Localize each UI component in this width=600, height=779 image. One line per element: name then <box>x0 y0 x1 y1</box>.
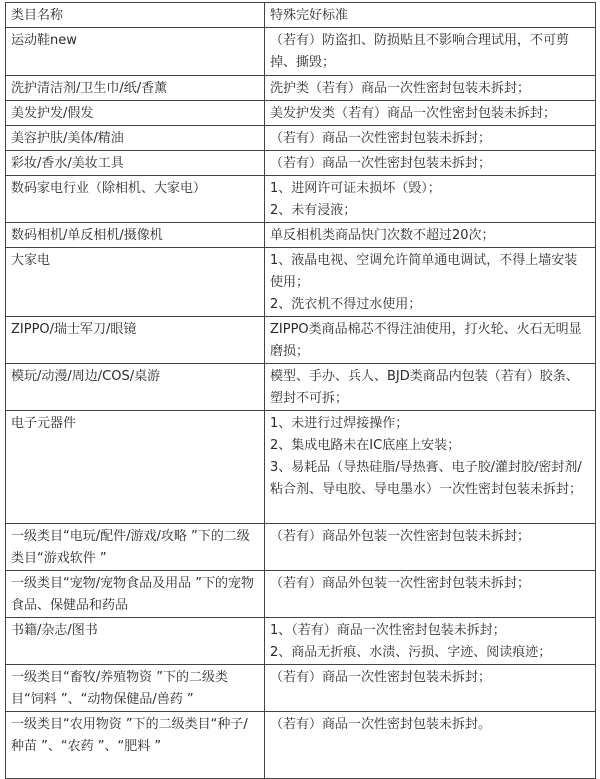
table-row <box>6 176 596 223</box>
standard-line: （若有）商品一次性密封包装未拆封。 <box>270 717 492 732</box>
standards-table <box>5 2 596 779</box>
table-body <box>6 28 596 779</box>
standard-cell <box>265 176 596 223</box>
table-row <box>6 665 596 712</box>
table-row <box>6 223 596 248</box>
standard-line: （若有）防盗扣、防损贴且不影响合理试用，不可剪掉、撕毁； <box>270 33 570 70</box>
table-row <box>6 28 596 76</box>
table-row <box>6 317 596 364</box>
standard-cell <box>265 151 596 176</box>
category-cell: 美容护肤/美体/精油 <box>6 126 265 151</box>
table-header-row <box>6 3 596 28</box>
standard-line: 1、（若有）商品一次性密封包装未拆封； <box>270 623 506 638</box>
table-row <box>6 364 596 411</box>
table-row <box>6 101 596 126</box>
standard-line: 1、进网许可证未损坏（毁）； <box>270 181 441 196</box>
table-row <box>6 411 596 524</box>
standard-line: 单反相机类商品快门次数不超过20次； <box>270 228 495 243</box>
standard-line: 1、液晶电视、空调允许简单通电调试，不得上墙安装使用； <box>270 253 578 290</box>
category-cell: 一级类目“畜牧/养殖物资 ”下的二级类目“饲料 ”、“动物保健品/兽药 ” <box>6 665 265 712</box>
category-cell: 一级类目“宠物/宠物食品及用品 ”下的宠物食品、保健品和药品 <box>6 571 265 618</box>
standard-cell <box>265 101 596 126</box>
standard-cell <box>265 223 596 248</box>
category-cell: 美发护发/假发 <box>6 101 265 126</box>
standard-cell <box>265 411 596 524</box>
table-row <box>6 712 596 779</box>
standard-cell <box>265 524 596 571</box>
category-cell: 电子元器件 <box>6 411 265 524</box>
standard-line: 2、未有浸液； <box>270 203 357 218</box>
standard-line: 1、未进行过焊接操作； <box>270 416 409 431</box>
header-standard: 特殊完好标准 <box>265 3 596 28</box>
standard-line: （若有）商品外包装一次性密封包装未拆封； <box>270 529 531 544</box>
standard-line: （若有）商品一次性密封包装未拆封； <box>270 670 492 685</box>
standard-cell <box>265 126 596 151</box>
category-cell: 洗护清洁剂/卫生巾/纸/香薰 <box>6 76 265 101</box>
category-cell: 数码相机/单反相机/摄像机 <box>6 223 265 248</box>
standard-cell <box>265 248 596 317</box>
table-row <box>6 126 596 151</box>
category-cell: 彩妆/香水/美妆工具 <box>6 151 265 176</box>
category-cell: 大家电 <box>6 248 265 317</box>
standard-line: 3、易耗品（导热硅脂/导热膏、电子胶/灌封胶/密封剂/粘合剂、导电胶、导电墨水）一次性密封包装未拆封； <box>270 460 583 497</box>
standard-line: （若有）商品一次性密封包装未拆封； <box>270 131 492 146</box>
standard-cell <box>265 665 596 712</box>
standard-line: ZIPPO类商品棉芯不得注油使用，打火轮、火石无明显磨损； <box>270 322 582 359</box>
header-category: 类目名称 <box>6 3 265 28</box>
standard-cell <box>265 571 596 618</box>
standard-line: 美发护发类（若有）商品一次性密封包装未拆封； <box>270 106 557 121</box>
table-row <box>6 76 596 101</box>
standard-cell <box>265 364 596 411</box>
table-row <box>6 248 596 317</box>
category-cell: 运动鞋new <box>6 28 265 76</box>
table-row <box>6 151 596 176</box>
table-row <box>6 571 596 618</box>
standard-line: 模型、手办、兵人、BJD类商品内包装（若有）胶条、塑封不可拆； <box>270 369 579 406</box>
category-cell: 模玩/动漫/周边/COS/桌游 <box>6 364 265 411</box>
table-row <box>6 524 596 571</box>
standard-cell <box>265 618 596 665</box>
category-cell: 一级类目“农用物资 ”下的二级类目“种子/种苗 ”、“农药 ”、“肥料 ” <box>6 712 265 779</box>
category-cell: ZIPPO/瑞士军刀/眼镜 <box>6 317 265 364</box>
category-cell: 书籍/杂志/图书 <box>6 618 265 665</box>
category-cell: 一级类目“电玩/配件/游戏/攻略 ”下的二级类目“游戏软件 ” <box>6 524 265 571</box>
table-row <box>6 618 596 665</box>
standard-line: 洗护类（若有）商品一次性密封包装未拆封； <box>270 81 531 96</box>
standard-line: 2、集成电路未在IC底座上安装； <box>270 438 461 453</box>
category-cell: 数码家电行业（除相机、大家电） <box>6 176 265 223</box>
standard-cell <box>265 28 596 76</box>
standard-line: （若有）商品一次性密封包装未拆封； <box>270 156 492 171</box>
standard-line: （若有）商品外包装一次性密封包装未拆封； <box>270 576 531 591</box>
standard-line: 2、洗衣机不得过水使用； <box>270 297 422 312</box>
standard-cell <box>265 712 596 779</box>
standard-line: 2、商品无折痕、水渍、污损、字迹、阅读痕迹； <box>270 645 552 660</box>
standard-cell <box>265 76 596 101</box>
standard-cell <box>265 317 596 364</box>
